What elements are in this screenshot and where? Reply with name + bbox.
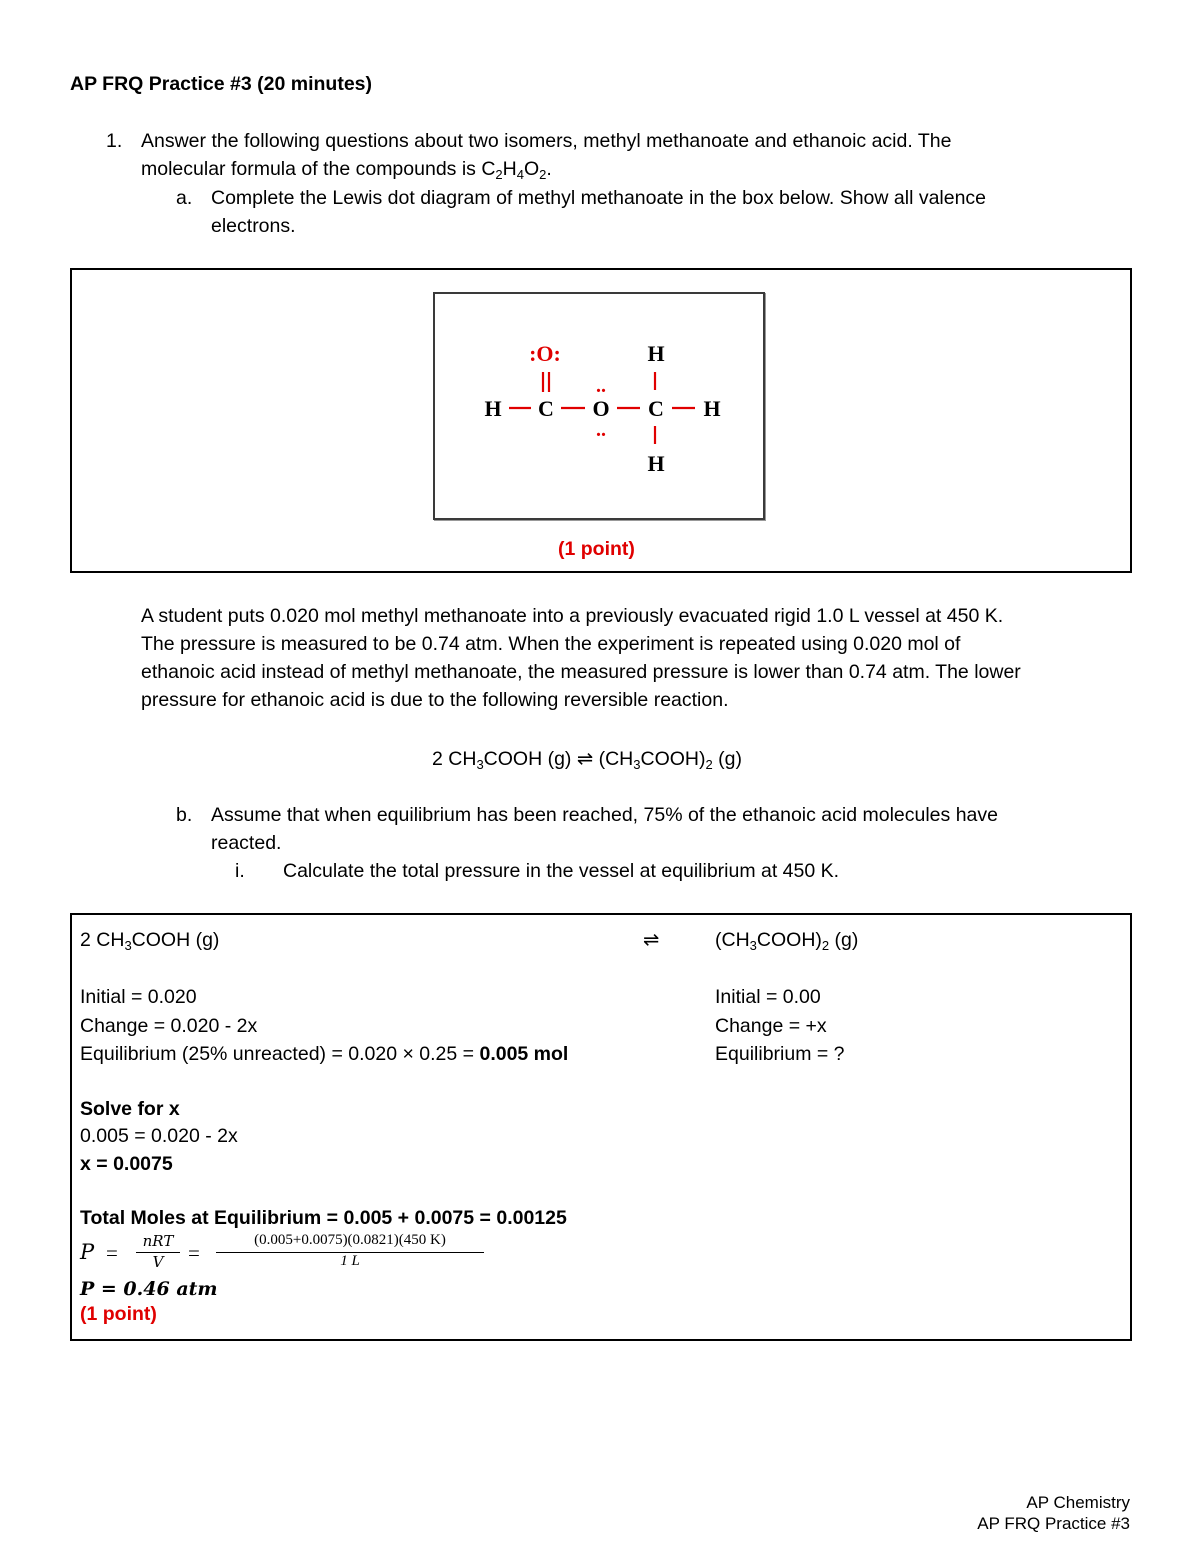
lone-pair-bottom: .. [596, 419, 606, 441]
solve-result: x = 0.0075 [80, 1153, 173, 1175]
pressure-result: P = 0.46 atm [80, 1278, 218, 1300]
ice-left-header: 2 $CH_3COOH$ (g) [80, 929, 220, 953]
ice-left-change: Change = 0.020 - 2x [80, 1015, 258, 1037]
part-b-i-label: i. [235, 860, 245, 882]
ice-right-initial: Initial = 0.00 [715, 986, 821, 1008]
methyl-h-right: H [703, 396, 721, 421]
frac1-denominator: V [152, 1253, 164, 1271]
footer [977, 1492, 1130, 1534]
passage-line1: A student puts 0.020 mol methyl methanoate into a previously evacuated rigid 1.0 L vessel at 450 K. [141, 605, 1004, 627]
methyl-carbon: C [648, 396, 664, 421]
part-b-line2: reacted. [211, 832, 282, 854]
part-a-letter: a. [176, 187, 193, 209]
ice-arrow: ⇌ [643, 929, 660, 951]
passage-line3: ethanoic acid instead of methyl methanoate, the measured pressure is lower than 0.74 atm. The lower [141, 661, 1021, 683]
footer-title: AP FRQ Practice #3 [977, 1514, 1130, 1533]
reaction-equation: 2 $CH_3COOH$ (g) ⇌ $(CH_3COOH)_2$ (g) [432, 748, 742, 772]
equals-1: = [106, 1241, 118, 1265]
part-b-letter: b. [176, 804, 193, 826]
frac1-numerator: nRT [142, 1232, 174, 1250]
solve-heading: Solve for x [80, 1098, 180, 1120]
ice-left-initial: Initial = 0.020 [80, 986, 197, 1008]
part-b-line1: Assume that when equilibrium has been reached, 75% of the ethanoic acid molecules have [211, 804, 998, 826]
part-b-i-text: Calculate the total pressure in the vessel at equilibrium at 450 K. [283, 860, 840, 882]
methyl-h-top: H [647, 341, 665, 366]
passage-line2: The pressure is measured to be 0.74 atm. When the experiment is repeated using 0.020 mol of [141, 633, 961, 655]
frac2-denominator: 1 L [340, 1253, 360, 1269]
ice-left-equilibrium: Equilibrium (25% unreacted) = 0.020 × 0.25 = 0.005 mol [80, 1043, 569, 1065]
lewis-structure [435, 294, 763, 518]
lone-pair-top: .. [596, 375, 606, 397]
passage-line4: pressure for ethanoic acid is due to the following reversible reaction. [141, 689, 729, 711]
carbonyl-carbon: C [538, 396, 554, 421]
pressure-formula [80, 1232, 500, 1278]
ice-right-header: $(CH_3COOH)_2$ (g) [715, 929, 859, 953]
ice-right-change: Change = +x [715, 1015, 827, 1037]
frac2-numerator: (0.005+0.0075)(0.0821)(450 K) [254, 1232, 446, 1248]
ice-right-equilibrium: Equilibrium = ? [715, 1043, 845, 1065]
question-text-line1: Answer the following questions about two isomers, methyl methanoate and ethanoic acid. The [141, 130, 952, 152]
part-a-line1: Complete the Lewis dot diagram of methyl methanoate in the box below. Show all valence [211, 187, 987, 209]
question-text-line2: molecular formula of the compounds is $C_2H_4O_2$. [141, 158, 552, 182]
methyl-h-bottom: H [647, 451, 665, 476]
part-a-line2: electrons. [211, 215, 296, 237]
page-title: AP FRQ Practice #3 (20 minutes) [70, 73, 373, 95]
carbonyl-oxygen: :O: [529, 341, 561, 366]
ester-oxygen: O [592, 396, 610, 421]
question-number: 1. [106, 130, 123, 152]
solve-line: 0.005 = 0.020 - 2x [80, 1125, 238, 1147]
p-symbol: P [80, 1240, 95, 1264]
total-moles: Total Moles at Equilibrium = 0.005 + 0.0075 = 0.00125 [80, 1207, 567, 1229]
part-a-score: (1 point) [558, 538, 635, 560]
footer-course: AP Chemistry [1026, 1493, 1130, 1512]
lewis-diagram-frame [433, 292, 765, 520]
equals-2: = [188, 1241, 200, 1265]
part-b-score: (1 point) [80, 1303, 157, 1325]
formyl-hydrogen: H [484, 396, 502, 421]
